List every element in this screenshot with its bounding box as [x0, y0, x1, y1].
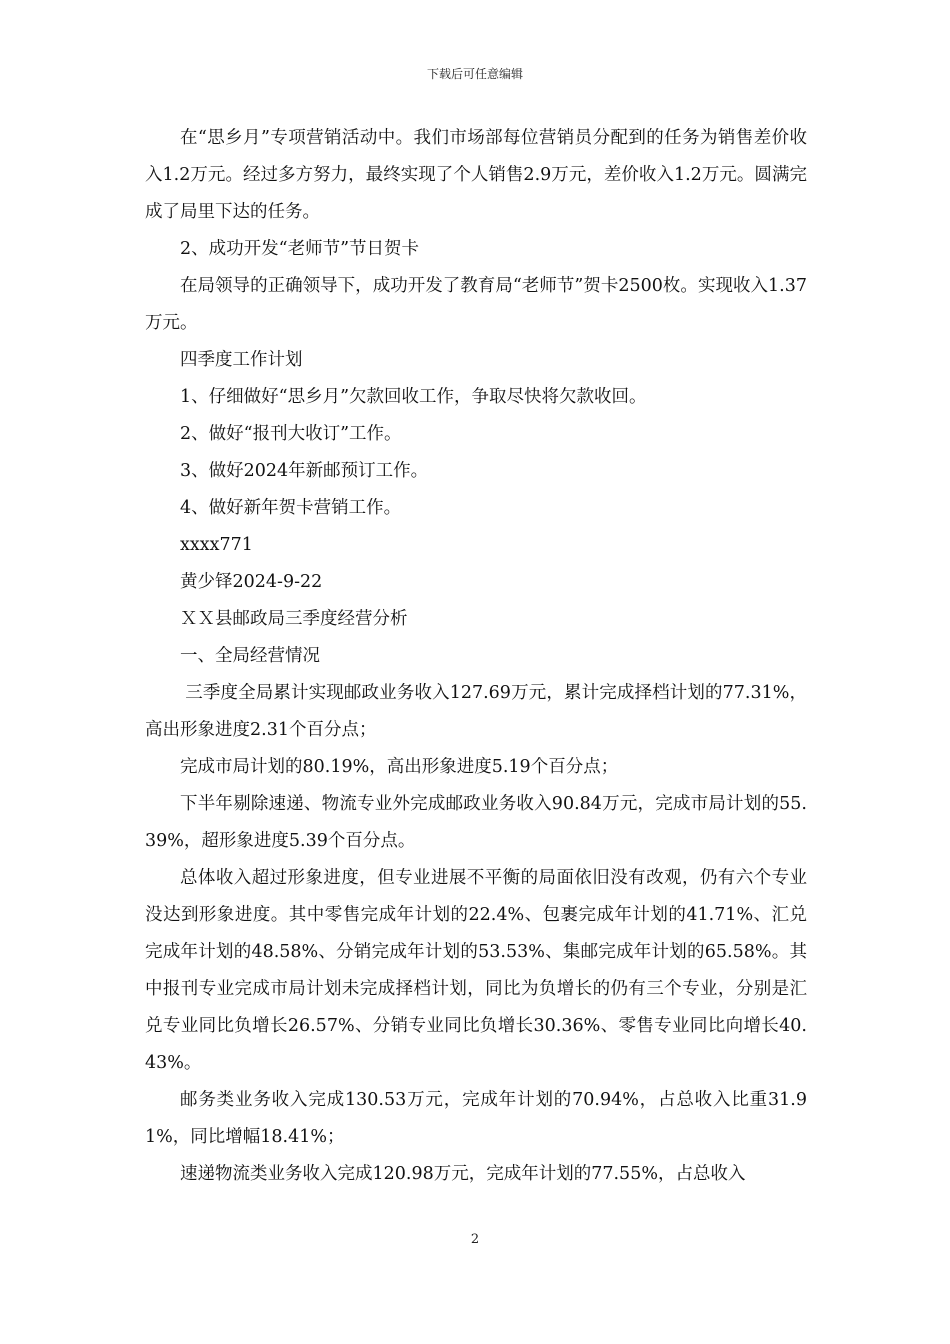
paragraph-signature-date: 黄少铎2024-9-22	[180, 572, 323, 592]
paragraph-plan-item-2: 2、做好“报刊大收订”工作。	[180, 424, 402, 444]
paragraph-plan-item-4: 4、做好新年贺卡营销工作。	[180, 498, 402, 518]
paragraph-second-half: 下半年剔除速递、物流专业外完成邮政业务收入90.84万元，完成市局计划的55.39%，超形象进度5.39个百分点。	[145, 794, 807, 851]
paragraph-report-title: ＸＸ县邮政局三季度经营分析	[180, 609, 408, 629]
paragraph-section-heading: 一、全局经营情况	[180, 646, 320, 666]
paragraph-teacher-card-heading: 2、成功开发“老师节”节日贺卡	[180, 239, 420, 259]
paragraph-overall-analysis: 总体收入超过形象进度，但专业进展不平衡的局面依旧没有改观，仍有六个专业没达到形象进度。其中零售完成年计划的22.4%、包裹完成年计划的41.71%、汇兑完成年计划的48.58%、分销完成年计划的53.53%、集邮完成年计划的65.58%。其中报刊专业完成市局计划未完成择档计划，同比为负增长的仍有三个专业，分别是汇兑专业同比负增长26.57%、分销专业同比负增长30.36%、零售专业同比向增长40.43%。	[145, 868, 807, 1073]
page-number: 2	[470, 1232, 480, 1247]
paragraph-postal-business: 邮务类业务收入完成130.53万元，完成年计划的70.94%，占总收入比重31.91%，同比增幅18.41%；	[145, 1090, 807, 1147]
document-body	[145, 120, 807, 1193]
paragraph-plan-item-3: 3、做好2024年新邮预订工作。	[180, 461, 429, 481]
paragraph-plan-item-1: 1、仔细做好“思乡月”欠款回收工作，争取尽快将欠款收回。	[180, 387, 647, 407]
page-header-note: 下载后可任意编辑	[426, 67, 523, 81]
paragraph-city-plan: 完成市局计划的80.19%，高出形象进度5.19个百分点；	[180, 757, 619, 777]
paragraph-q3-income: 三季度全局累计实现邮政业务收入127.69万元，累计完成择档计划的77.31%，高出形象进度2.31个百分点；	[145, 683, 807, 740]
paragraph-code: xxxx771	[180, 535, 253, 555]
paragraph-q4-plan-heading: 四季度工作计划	[180, 350, 303, 370]
paragraph-express-logistics: 速递物流类业务收入完成120.98万元，完成年计划的77.55%，占总收入	[180, 1164, 746, 1184]
paragraph-teacher-card-result: 在局领导的正确领导下，成功开发了教育局“老师节”贺卡2500枚。实现收入1.37万元。	[145, 276, 807, 333]
paragraph-campaign-result: 在“思乡月”专项营销活动中。我们市场部每位营销员分配到的任务为销售差价收入1.2万元。经过多方努力，最终实现了个人销售2.9万元，差价收入1.2万元。圆满完成了局里下达的任务。	[145, 128, 807, 222]
